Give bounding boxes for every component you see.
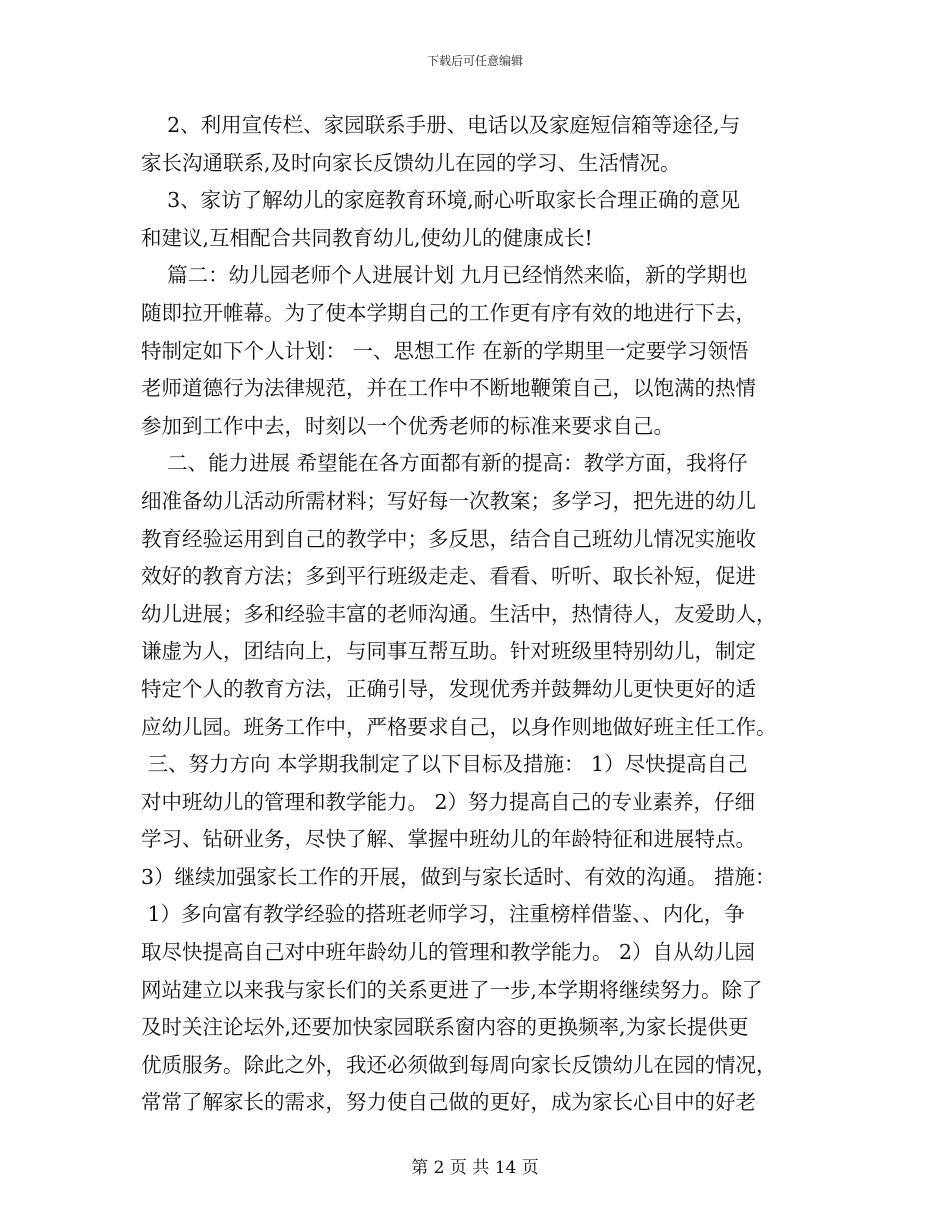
text-line: 学习、钻研业务，尽快了解、掌握中班幼儿的年龄特征和进展特点。	[141, 827, 756, 852]
text-line: 细准备幼儿活动所需材料；写好每一次教案；多学习，把先进的幼儿	[141, 488, 756, 513]
text-line: 教育经验运用到自己的教学中；多反思，结合自己班幼儿情况实施收	[141, 526, 756, 551]
text-line: 应幼儿园。班务工作中，严格要求自己，以身作则地做好班主任工作。	[141, 714, 777, 739]
text-line: 参加到工作中去，时刻以一个优秀老师的标准来要求自己。	[141, 413, 674, 438]
text-line: 二、能力进展 希望能在各方面都有新的提高：教学方面，我将仔	[141, 451, 748, 476]
page-header: 下载后可任意编辑	[426, 54, 523, 68]
text-line: 优质服务。除此之外，我还必须做到每周向家长反馈幼儿在园的情况，	[141, 1052, 777, 1077]
text-line: 谦虚为人，团结向上，与同事互帮互助。针对班级里特别幼儿，制定	[141, 639, 756, 664]
text-line: 篇二：幼儿园老师个人进展计划 九月已经悄然来临，新的学期也	[141, 263, 748, 288]
text-line: 随即拉开帷幕。为了使本学期自己的工作更有序有效的地进行下去，	[141, 300, 756, 325]
text-line: 三、努力方向 本学期我制定了以下目标及措施： 1）尽快提高自己	[141, 752, 748, 777]
text-line: 2、利用宣传栏、家园联系手册、电话以及家庭短信箱等途径,与	[141, 113, 741, 137]
text-line: 3、家访了解幼儿的家庭教育环境,耐心听取家长合理正确的意见	[141, 188, 741, 213]
text-line: 特制定如下个人计划： 一、思想工作 在新的学期里一定要学习领悟	[141, 338, 749, 363]
text-line: 老师道德行为法律规范，并在工作中不断地鞭策自己，以饱满的热情	[141, 376, 756, 401]
text-line: 及时关注论坛外,还要加快家园联系窗内容的更换频率,为家长提供更	[141, 1015, 749, 1040]
text-line: 效好的教育方法；多到平行班级走走、看看、听听、取长补短，促进	[141, 564, 756, 589]
text-line: 特定个人的教育方法，正确引导，发现优秀并鼓舞幼儿更快更好的适	[141, 676, 756, 701]
text-line: 和建议,互相配合共同教育幼儿,使幼儿的健康成长!	[141, 225, 593, 250]
document-body	[141, 107, 821, 1122]
text-line: 家长沟通联系,及时向家长反馈幼儿在园的学习、生活情况。	[141, 150, 681, 175]
text-line: 1）多向富有教学经验的搭班老师学习，注重榜样借鉴、、内化，争	[141, 902, 745, 927]
text-line: 3）继续加强家长工作的开展，做到与家长适时、有效的沟通。 措施：	[141, 864, 776, 889]
text-line: 取尽快提高自己对中班年龄幼儿的管理和教学能力。 2）自从幼儿园	[141, 940, 756, 965]
text-line: 幼儿进展；多和经验丰富的老师沟通。生活中，热情待人，友爱助人，	[141, 601, 777, 626]
text-line: 常常了解家长的需求，努力使自己做的更好，成为家长心目中的好老	[141, 1090, 756, 1115]
page-footer: 第 2 页 共 14 页	[411, 1158, 539, 1178]
text-line: 对中班幼儿的管理和教学能力。 2）努力提高自己的专业素养，仔细	[141, 789, 756, 814]
text-line: 网站建立以来我与家长们的关系更进了一步,本学期将继续努力。除了	[141, 977, 763, 1002]
